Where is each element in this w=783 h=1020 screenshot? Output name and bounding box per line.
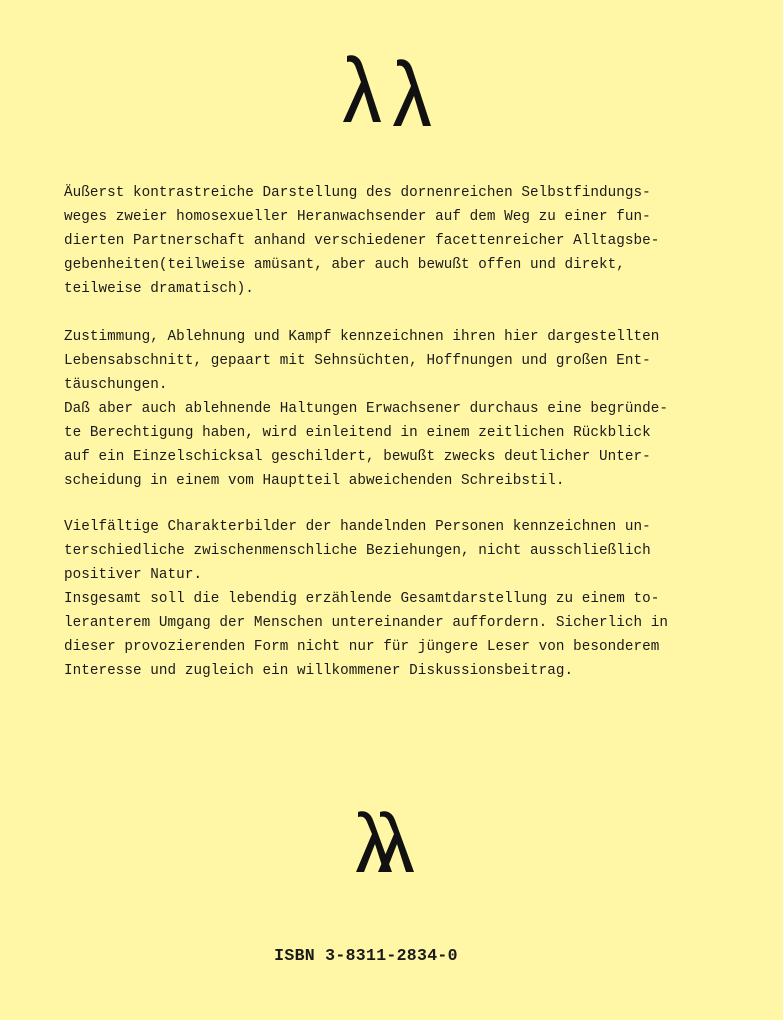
blurb-line: leranterem Umgang der Menschen untereinander auffordern. Sicherlich in [64, 615, 669, 631]
blurb-line: Lebensabschnitt, gepaart mit Sehnsüchten, Hoffnungen und großen Ent- [64, 353, 651, 369]
publisher-logo-top [0, 52, 783, 137]
blurb-line: täuschungen. [64, 377, 168, 393]
blurb-line: gebenheiten(teilweise amüsant, aber auch bewußt offen und direkt, [64, 257, 625, 273]
isbn-number: ISBN 3-8311-2834-0 [274, 946, 458, 965]
blurb-line: positiver Natur. [64, 567, 203, 583]
blurb-line: Interesse und zugleich ein willkommener Diskussionsbeitrag. [64, 663, 574, 679]
blurb-paragraph-2 [64, 325, 734, 493]
blurb-line: scheidung in einem vom Hauptteil abweichenden Schreibstil. [64, 473, 565, 489]
blurb-line: Äußerst kontrastreiche Darstellung des dornenreichen Selbstfindungs- [64, 185, 651, 201]
blurb-line: teilweise dramatisch). [64, 281, 254, 297]
blurb-line: weges zweier homosexueller Heranwachsender auf dem Weg zu einer fun- [64, 209, 651, 225]
blurb-line: Insgesamt soll die lebendig erzählende Gesamtdarstellung zu einem to- [64, 591, 660, 607]
blurb-paragraph-1 [64, 181, 734, 301]
blurb-line: Vielfältige Charakterbilder der handelnden Personen kennzeichnen un- [64, 519, 651, 535]
blurb-line: dierten Partnerschaft anhand verschiedener facettenreicher Alltagsbe- [64, 233, 660, 249]
blurb-paragraph-3 [64, 515, 734, 683]
double-lambda-logo-icon [352, 808, 432, 878]
publisher-logo-bottom [0, 808, 783, 883]
blurb-line: te Berechtigung haben, wird einleitend in einem zeitlichen Rückblick [64, 425, 651, 441]
blurb-line: dieser provozierenden Form nicht nur für jüngere Leser von besonderem [64, 639, 660, 655]
blurb-line: Zustimmung, Ablehnung und Kampf kennzeichnen ihren hier dargestellten [64, 329, 660, 345]
blurb-line: Daß aber auch ablehnende Haltungen Erwachsener durchaus eine begründe- [64, 401, 669, 417]
double-lambda-logo-icon [337, 52, 447, 132]
blurb-line: auf ein Einzelschicksal geschildert, bewußt zwecks deutlicher Unter- [64, 449, 651, 465]
blurb-line: terschiedliche zwischenmenschliche Beziehungen, nicht ausschließlich [64, 543, 651, 559]
